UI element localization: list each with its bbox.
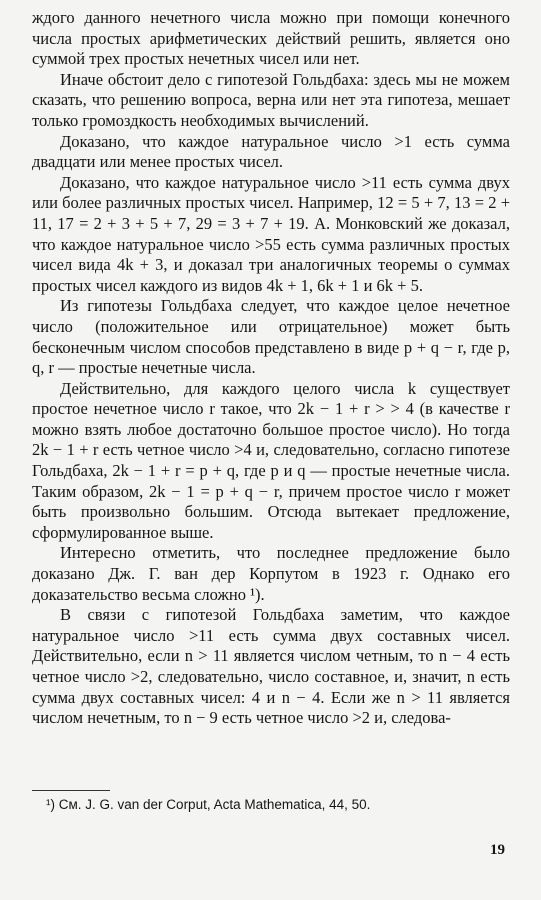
body-text — [32, 8, 510, 729]
page-number: 19 — [490, 842, 505, 858]
paragraph: Иначе обстоит дело с гипотезой Гольдбаха: здесь мы не можем сказать, что решению вопроса, верна или нет эта гипотеза, мешает только громоздкость необходимых вычислений. — [32, 69, 510, 130]
footnote: ¹) См. J. G. van der Corput, Acta Mathematica, 44, 50. — [46, 797, 371, 812]
paragraph: Из гипотезы Гольдбаха следует, что каждое целое нечетное число (положительное или отрицательное) может быть бесконечным числом способов представлено в виде p + q − r, где p, q, r — простые нечетные числа. — [32, 296, 510, 378]
paragraph: Доказано, что каждое натуральное число >11 есть сумма двух или более различных простых чисел. Например, 12 = 5 + 7, 13 = 2 + 11, 17 = 2 + 3 + 5 + 7, 29 = 3 + 7 + 19. А. Монковский же доказал, что каждое натуральное число >55 есть сумма различных простых чисел вида 4k + 3, и доказал три аналогичных теоремы о суммах простых чисел каждого из видов 4k + 1, 6k + 1 и 6k + 5. — [32, 172, 510, 295]
paragraph-continued: ждого данного нечетного числа можно при помощи конечного числа простых арифметических действий решить, является оно суммой трех простых нечетных чисел или нет. — [32, 8, 510, 69]
paragraph: В связи с гипотезой Гольдбаха заметим, что каждое натуральное число >11 есть сумма двух составных чисел. Действительно, если n > 11 является числом четным, то n − 4 есть четное число >2, следовательно, число составное, и, значит, n есть сумма двух составных чисел: 4 и n − 4. Если же n > 11 является числом нечетным, то n − 9 есть четное число >2 и, следова- — [32, 605, 510, 728]
footnote-divider — [32, 790, 110, 791]
paragraph: Интересно отметить, что последнее предложение было доказано Дж. Г. ван дер Корпутом в 1923 г. Однако его доказательство весьма сложно ¹). — [32, 543, 510, 604]
paragraph: Доказано, что каждое натуральное число >1 есть сумма двадцати или менее простых чисел. — [32, 131, 510, 172]
paragraph: Действительно, для каждого целого числа k существует простое нечетное число r такое, что 2k − 1 + r > > 4 (в качестве r можно взять любое достаточно большое простое число). Но тогда 2k − 1 + r есть четное число >4 и, следовательно, согласно гипотезе Гольдбаха, 2k − 1 + r = p + q, где p и q — простые нечетные числа. Таким образом, 2k − 1 = p + q − r, причем простое число r может быть произвольно большим. Отсюда вытекает предложение, сформулированное выше. — [32, 378, 510, 542]
